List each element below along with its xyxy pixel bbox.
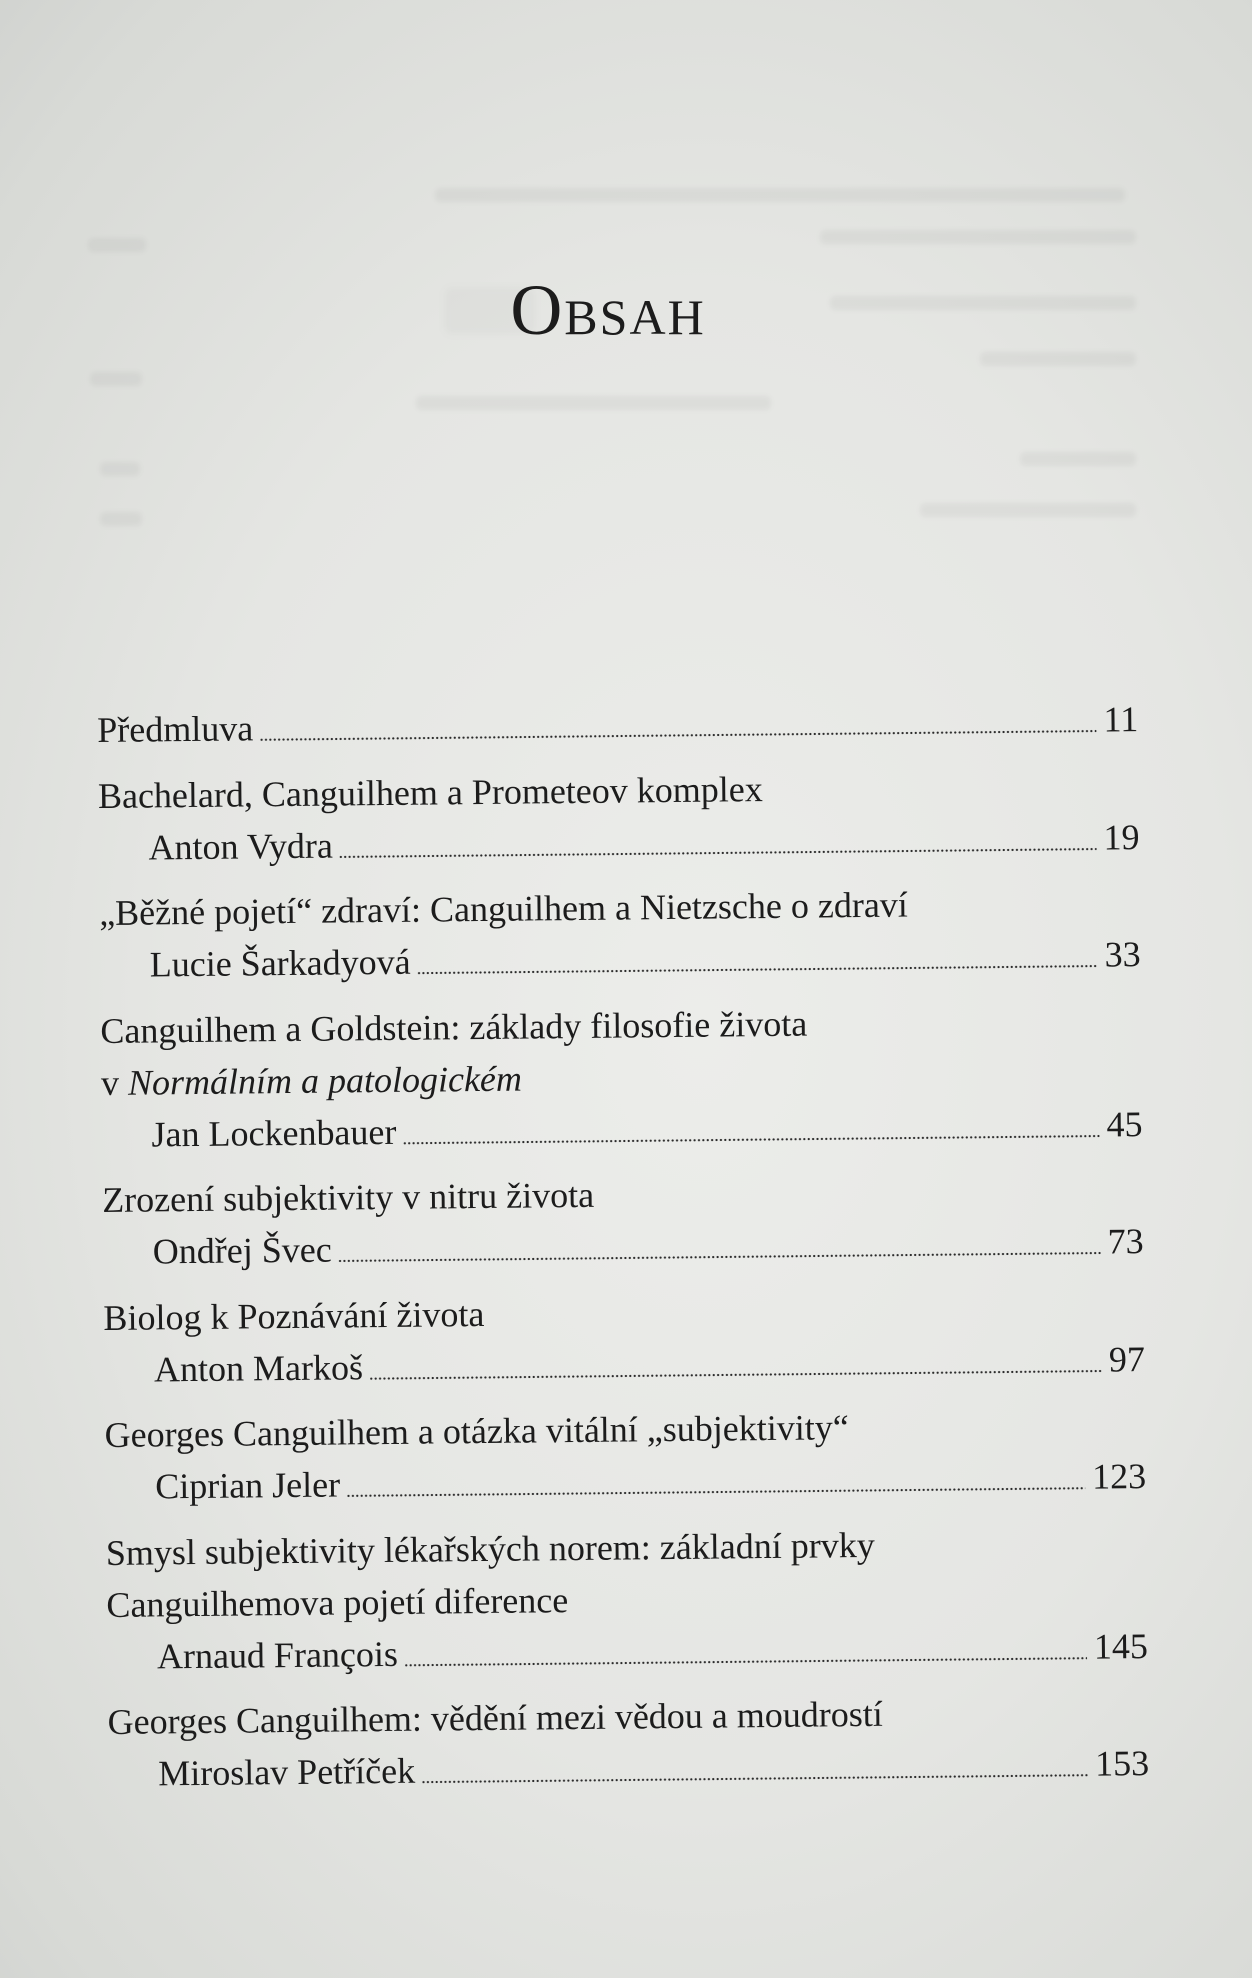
bleed-through-mark [435, 188, 1125, 202]
toc-entry [99, 876, 1141, 991]
entry-author: Ondřej Švec [152, 1229, 332, 1272]
toc-row [99, 928, 1140, 991]
entry-author: Anton Markoš [153, 1346, 364, 1389]
toc-entry [107, 1685, 1149, 1800]
dot-leader [402, 1134, 1099, 1144]
bleed-through-mark [416, 396, 771, 410]
toc-entry [106, 1516, 1149, 1683]
dot-leader [404, 1656, 1087, 1666]
toc-entry [104, 1398, 1146, 1513]
bleed-through-mark [88, 238, 146, 252]
entry-author: Anton Vydra [148, 825, 334, 867]
entry-title-line: Zrození subjektivity v nitru života [101, 1174, 595, 1220]
toc-row [105, 1450, 1146, 1513]
bleed-through-mark [100, 462, 140, 476]
entry-author: Ciprian Jeler [154, 1464, 341, 1507]
page-title: Obsah [510, 270, 706, 350]
page-number: 11 [1103, 699, 1139, 740]
entry-author: Arnaud François [156, 1633, 399, 1676]
entry-title-italic: Normálním a patologickém [127, 1058, 523, 1103]
toc-entry [97, 693, 1138, 756]
toc-entry [102, 1163, 1144, 1278]
toc-row [107, 1620, 1148, 1683]
dot-leader [259, 730, 1096, 742]
page-number: 153 [1094, 1743, 1150, 1784]
entry-author: Miroslav Petříček [157, 1750, 416, 1794]
toc-row [101, 1098, 1142, 1161]
entry-title-line: Předmluva [97, 708, 254, 750]
entry-author: Jan Lockenbauer [151, 1111, 397, 1154]
bleed-through-mark [920, 503, 1136, 517]
toc-row [98, 811, 1139, 874]
toc-entry [103, 1281, 1145, 1396]
bleed-through-mark [100, 512, 142, 526]
entry-title-line: Georges Canguilhem: vědění mezi vědou a moudrostí [107, 1693, 883, 1742]
page-number: 19 [1103, 816, 1140, 857]
page-number: 145 [1093, 1625, 1149, 1667]
bleed-through-mark [980, 352, 1136, 366]
dot-leader [417, 965, 1098, 975]
dot-leader [338, 1252, 1101, 1263]
page-number: 33 [1104, 934, 1141, 975]
entry-title-line: Smysl subjektivity lékařských norem: základní prvky [105, 1524, 875, 1573]
entry-title-line: „Běžné pojetí“ zdraví: Canguilhem a Nietzsche o zdraví [98, 884, 909, 933]
entry-title-line: Canguilhem a Goldstein: základy filosofie života [100, 1003, 808, 1051]
entry-title-prefix: v [100, 1062, 120, 1103]
entry-title-line: Bachelard, Canguilhem a Prometeov komplex [97, 768, 763, 816]
dot-leader [369, 1369, 1102, 1380]
entry-title-line: Georges Canguilhem a otázka vitální „subjektivity“ [104, 1407, 849, 1455]
page-number: 73 [1107, 1221, 1144, 1262]
page-number: 97 [1108, 1338, 1146, 1379]
entry-title-line: Biolog k Poznávání života [103, 1293, 485, 1338]
entry-title-line: Canguilhemova pojetí diference [106, 1579, 569, 1625]
bleed-through-mark [1020, 452, 1136, 466]
toc-row [108, 1737, 1149, 1800]
table-of-contents [97, 693, 1149, 1800]
page-number: 123 [1091, 1456, 1147, 1497]
bleed-through-mark [90, 372, 142, 386]
page-number: 45 [1106, 1103, 1143, 1144]
bleed-through-mark [820, 230, 1136, 244]
toc-row [102, 1215, 1143, 1278]
entry-author: Lucie Šarkadyová [149, 941, 411, 985]
dot-leader [339, 847, 1097, 858]
toc-row [97, 693, 1138, 756]
toc-entry [98, 759, 1140, 874]
dot-leader [346, 1487, 1085, 1498]
toc-entry [100, 994, 1143, 1161]
toc-row [104, 1333, 1145, 1396]
dot-leader [421, 1774, 1088, 1784]
